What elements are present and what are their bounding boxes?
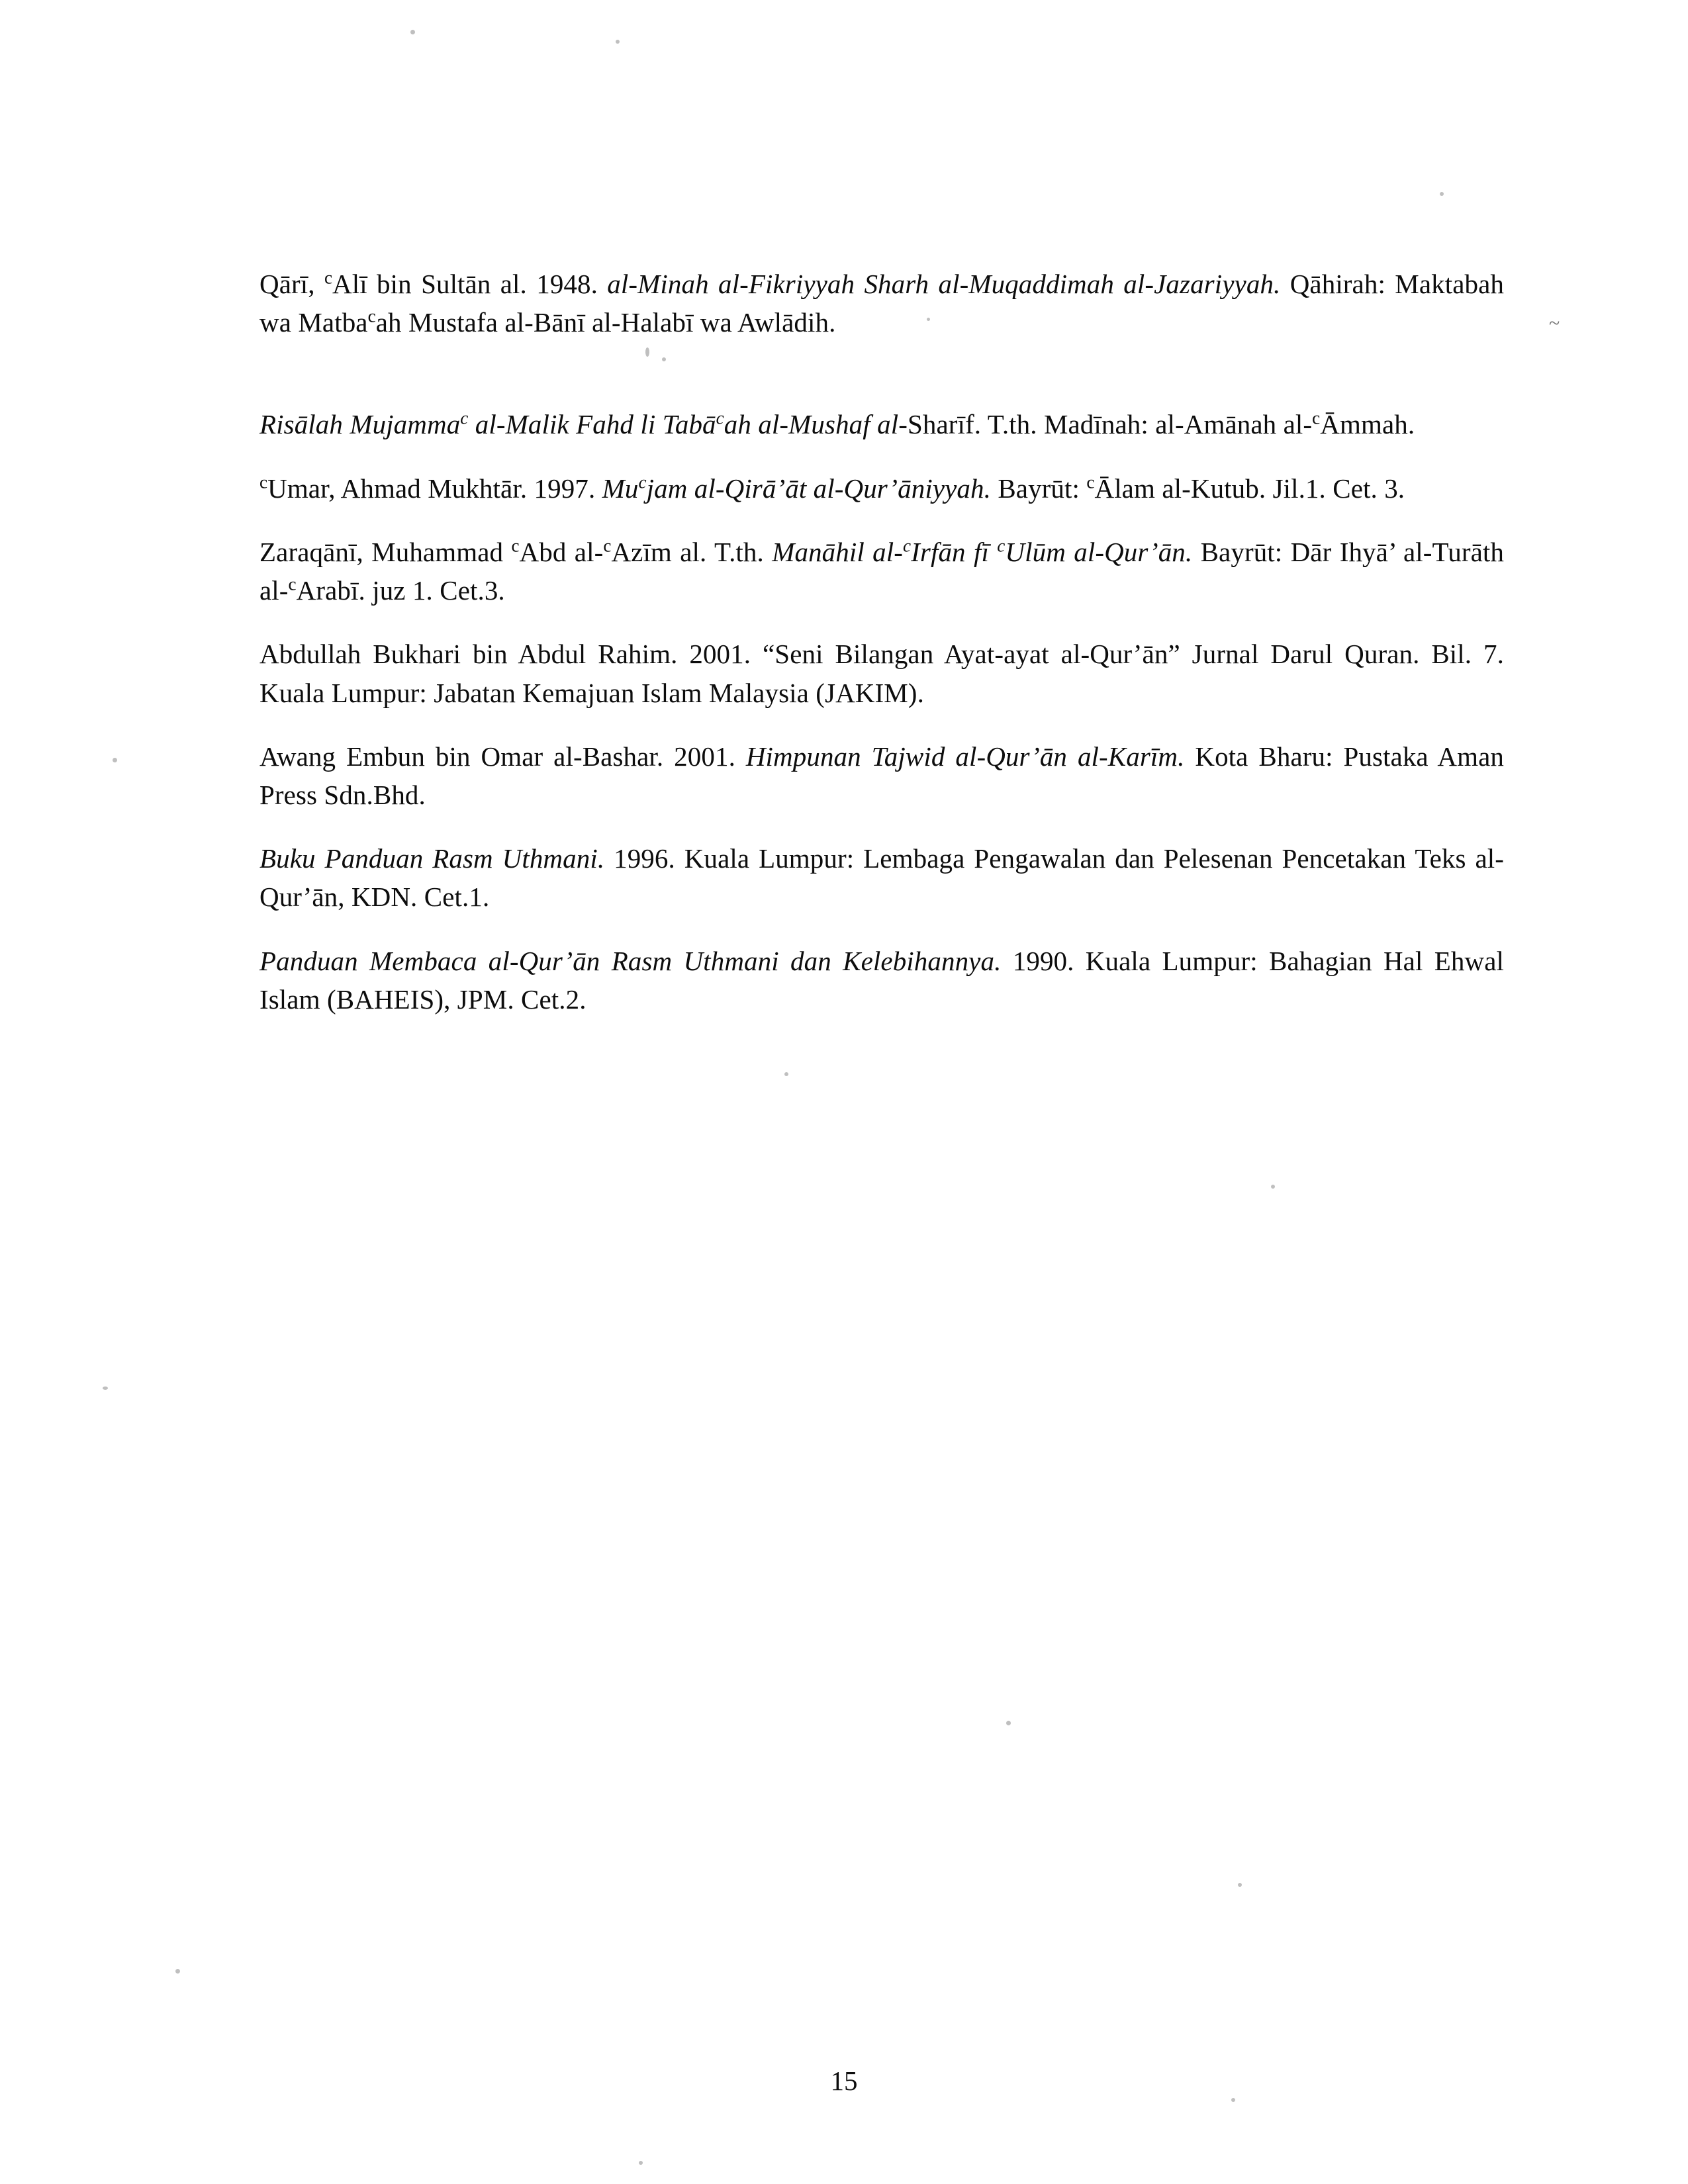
reference-entry: Zaraqānī, Muhammad $^c$Abd al-$^c$Azīm al. T.th. Manāhil al-$^c$Irfān fī $^c$Ulūm al-Qur’ān. Bayrūt: Dār Ihyā’ al-Turāth al-$^c$Arabī. juz 1. Cet.3. [259, 535, 1504, 606]
scan-speck [1006, 1721, 1011, 1725]
scan-speck [616, 40, 620, 44]
scan-speck [1440, 192, 1444, 196]
reference-entry: Risālah Mujamma$^c$ al-Malik Fahd li Tabā$^c$ah al-Mushaf al-Sharīf. T.th. Madīnah: al-Amānah al-$^c$Āmmah. [259, 408, 1415, 440]
scan-speck [639, 2161, 643, 2165]
reference-entry: Panduan Membaca al-Qur’ān Rasm Uthmani dan Kelebihannya. 1990. Kuala Lumpur: Bahagian Hal Ehwal Islam (BAHEIS), JPM. Cet.2. [259, 945, 1504, 1015]
scan-speck [113, 758, 117, 762]
reference-entry: Buku Panduan Rasm Uthmani. 1996. Kuala Lumpur: Lembaga Pengawalan dan Pelesenan Pencetakan Teks al-Qur’ān, KDN. Cet.1. [259, 843, 1505, 913]
reference-entry: Qārī, $^c$Alī bin Sultān al. 1948. al-Minah al-Fikriyyah Sharh al-Muqaddimah al-Jazariyyah. Qāhirah: Maktabah wa Matba$^c$ah Mustafa al-Bānī al-Halabī wa Awlādih. [259, 267, 1505, 338]
scan-speck [103, 1387, 108, 1390]
scan-speck [1238, 1883, 1242, 1887]
scan-speck [410, 30, 415, 34]
page-number: 15 [830, 2066, 858, 2096]
scan-speck [175, 1969, 180, 1974]
scan-speck [784, 1072, 788, 1076]
scan-speck [1231, 2098, 1235, 2102]
bibliography-list [259, 265, 1504, 1044]
scan-speck [1271, 1185, 1275, 1189]
reference-entry: Abdullah Bukhari bin Abdul Rahim. 2001. “Seni Bilangan Ayat-ayat al-Qur’ān” Jurnal Darul Quran. Bil. 7. Kuala Lumpur: Jabatan Kemajuan Islam Malaysia (JAKIM). [259, 639, 1504, 708]
reference-entry: $^c$Umar, Ahmad Mukhtār. 1997. Mu$^c$jam al-Qirā’āt al-Qur’āniyyah. Bayrūt: $^c$Ālam al-Kutub. Jil.1. Cet. 3. [259, 472, 1405, 504]
scan-artifact-dash: ~ [1549, 312, 1560, 334]
reference-entry: Awang Embun bin Omar al-Bashar. 2001. Himpunan Tajwid al-Qur’ān al-Karīm. Kota Bharu: Pustaka Aman Press Sdn.Bhd. [259, 741, 1504, 810]
